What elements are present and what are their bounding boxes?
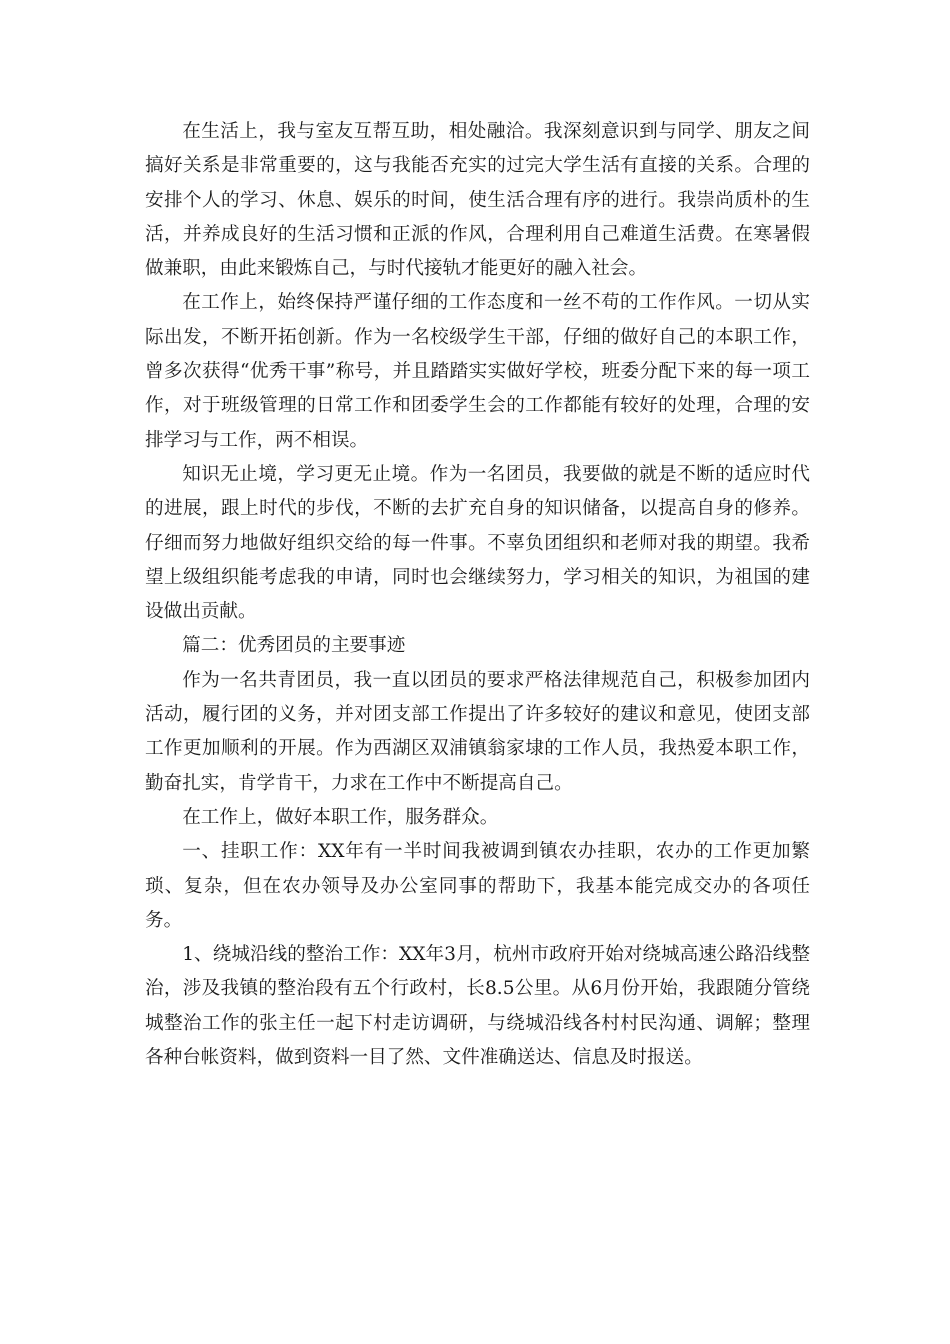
paragraph-work-summary: 在工作上，做好本职工作，服务群众。 (182, 806, 499, 828)
paragraph-life: 在生活上，我与室友互帮互助，相处融洽。我深刻意识到与同学、朋友之间搞好关系是非常重要的，这与我能否充实的过完大学生活有直接的关系。合理的安排个人的学习、休息、娱乐的时间，使生活合理有序的进行。我崇尚质朴的生活，并养成良好的生活习惯和正派的作风，合理利用自己难道生活费。在寒暑假做兼职，由此来锻炼自己，与时代接轨才能更好的融入社会。 (145, 121, 810, 280)
document-body (145, 115, 810, 1075)
paragraph-member-intro: 作为一名共青团员，我一直以团员的要求严格法律规范自己，积极参加团内活动，履行团的义务，并对团支部工作提出了许多较好的建议和意见，使团支部工作更加顺利的开展。作为西湖区双浦镇翁家埭的工作人员，我热爱本职工作，勤奋扎实，肯学肯干，力求在工作中不断提高自己。 (145, 669, 810, 794)
section-heading: 篇二：优秀团员的主要事迹 (182, 635, 406, 657)
paragraph-learning: 知识无止境，学习更无止境。作为一名团员，我要做的就是不断的适应时代的进展，跟上时代的步伐，不断的去扩充自身的知识储备，以提高自身的修养。仔细而努力地做好组织交给的每一件事。不辜负团组织和老师对我的期望。我希望上级组织能考虑我的申请，同时也会继续努力，学习相关的知识，为祖国的建设做出贡献。 (145, 463, 810, 623)
paragraph-work-attitude: 在工作上，始终保持严谨仔细的工作态度和一丝不苟的工作作风。一切从实际出发，不断开拓创新。作为一名校级学生干部，仔细的做好自己的本职工作，曾多次获得“优秀干事”称号，并且踏踏实实做好学校，班委分配下来的每一项工作，对于班级管理的日常工作和团委学生会的工作都能有较好的处理，合理的安排学习与工作，两不相误。 (145, 292, 810, 451)
paragraph-secondment: 一、挂职工作：XX年有一半时间我被调到镇农办挂职，农办的工作更加繁琐、复杂，但在农办领导及办公室同事的帮助下，我基本能完成交办的各项任务。 (145, 841, 810, 931)
paragraph-ring-road: 1、绕城沿线的整治工作：XX年3月，杭州市政府开始对绕城高速公路沿线整治，涉及我镇的整治段有五个行政村，长8.5公里。从6月份开始，我跟随分管绕城整治工作的张主任一起下村走访调研，与绕城沿线各村村民沟通、调解；整理各种台帐资料，做到资料一目了然、文件准确送达、信息及时报送。 (145, 944, 810, 1069)
